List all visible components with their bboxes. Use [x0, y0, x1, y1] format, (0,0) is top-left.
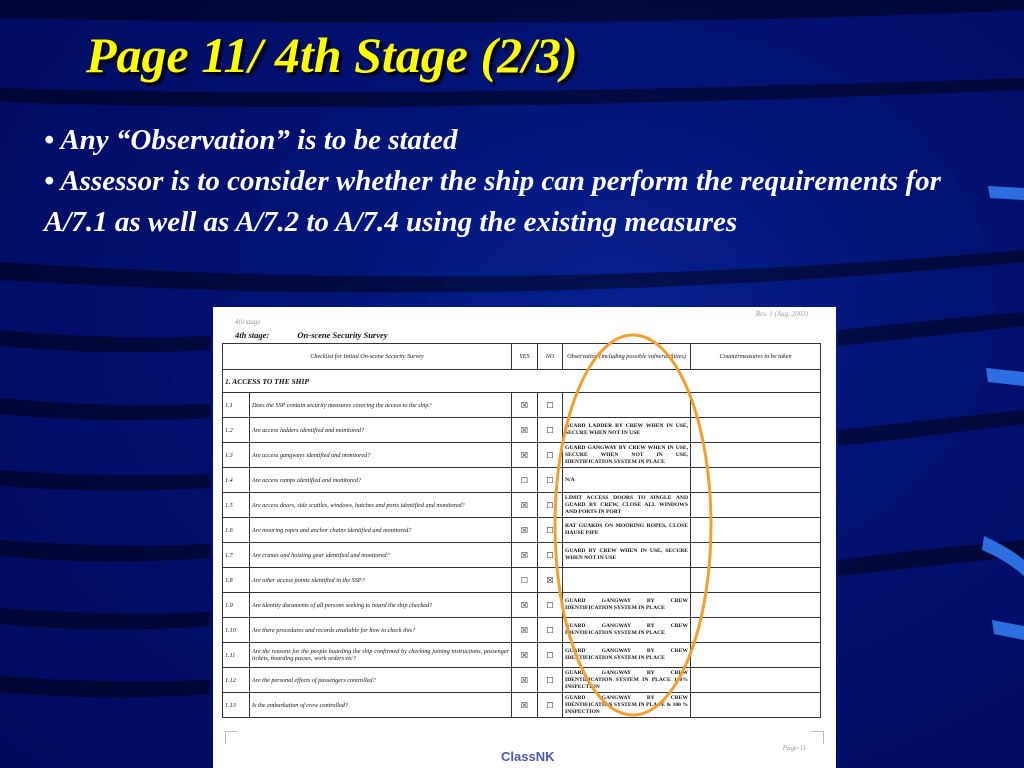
- checklist-row: [223, 693, 821, 718]
- checklist-row: [223, 543, 821, 568]
- row-question: Are the reasons for the people boarding the ship confirmed by checking joining instructions, passenger tickets, boarding passes, work orders etc?: [250, 643, 512, 668]
- checklist-document: [213, 307, 836, 768]
- no-checkbox[interactable]: ☐: [538, 443, 563, 468]
- checklist-row: [223, 443, 821, 468]
- no-checkbox[interactable]: ☐: [538, 693, 563, 718]
- row-countermeasure: [691, 418, 821, 443]
- classnk-logo: ClassNK: [501, 749, 555, 764]
- row-number: 1.5: [223, 493, 250, 518]
- row-number: 1.4: [223, 468, 250, 493]
- header-checklist: Checklist for Initial On-scene Security Survey: [223, 344, 512, 370]
- header-yes: YES: [512, 344, 538, 370]
- row-observation: GUARD GANGWAY BY CREW IDENTIFICATION SYSTEM IN PLACE: [563, 593, 691, 618]
- no-checkbox[interactable]: ☒: [538, 568, 563, 593]
- slide-title: Page 11/ 4th Stage (2/3): [86, 27, 578, 83]
- stage-label: 4th stage:: [235, 330, 270, 340]
- row-observation: [563, 393, 691, 418]
- stage-heading: [235, 330, 388, 340]
- row-question: Are other access points identified in the SSP?: [250, 568, 512, 593]
- page-corner-mark: [225, 731, 238, 744]
- row-observation: [563, 568, 691, 593]
- row-observation: GUARD GANGWAY BY CREW IDENTIFICATION SYSTEM IN PLACE: [563, 643, 691, 668]
- row-observation: GUARD BY CREW WHEN IN USE, SECURE WHEN NOT IN USE: [563, 543, 691, 568]
- row-question: Are identity documents of all persons seeking to board the ship checked?: [250, 593, 512, 618]
- row-countermeasure: [691, 668, 821, 693]
- row-question: Are the personal effects of passengers controlled?: [250, 668, 512, 693]
- row-countermeasure: [691, 468, 821, 493]
- row-countermeasure: [691, 443, 821, 468]
- no-checkbox[interactable]: ☐: [538, 493, 563, 518]
- header-countermeasures: Countermeasures to be taken: [691, 344, 821, 370]
- bullet-observation: • Any “Observation” is to be stated: [44, 124, 458, 156]
- stage-hint: 4th stage: [235, 318, 261, 326]
- section-heading: 1. ACCESS TO THE SHIP: [223, 370, 821, 393]
- row-number: 1.1: [223, 393, 250, 418]
- row-question: Are access gangways identified and monitored?: [250, 443, 512, 468]
- no-checkbox[interactable]: ☐: [538, 593, 563, 618]
- yes-checkbox[interactable]: ☐: [512, 468, 538, 493]
- checklist-row: [223, 493, 821, 518]
- row-number: 1.13: [223, 693, 250, 718]
- row-number: 1.7: [223, 543, 250, 568]
- row-question: Are access doors, side scuttles, windows, hatches and ports identified and monitored?: [250, 493, 512, 518]
- row-question: Does the SSP contain security measures covering the access to the ship?: [250, 393, 512, 418]
- row-countermeasure: [691, 393, 821, 418]
- no-checkbox[interactable]: ☐: [538, 543, 563, 568]
- stage-title: On-scene Security Survey: [297, 330, 388, 340]
- yes-checkbox[interactable]: ☒: [512, 693, 538, 718]
- no-checkbox[interactable]: ☐: [538, 618, 563, 643]
- row-number: 1.10: [223, 618, 250, 643]
- checklist-row: [223, 618, 821, 643]
- row-number: 1.11: [223, 643, 250, 668]
- yes-checkbox[interactable]: ☒: [512, 443, 538, 468]
- yes-checkbox[interactable]: ☒: [512, 518, 538, 543]
- row-observation: GUARD GANGWAY BY CREW IDENTIFICATION SYSTEM IN PLACE 100% INSPECTION: [563, 668, 691, 693]
- revision-label: Rev. 1 (Aug. 2003): [755, 310, 808, 318]
- row-countermeasure: [691, 568, 821, 593]
- row-countermeasure: [691, 493, 821, 518]
- page-number: Page-11: [782, 744, 806, 752]
- row-observation: GUARD GANGWAY BY CREW IDENTIFICATION SYSTEM IN PLACE & 100 % INSPECTION: [563, 693, 691, 718]
- row-observation: GUARD GANGWAY BY CREW WHEN IN USE, SECURE WHEN NOT IN USE, IDENTIFICATION SYSTEM IN PLACE: [563, 443, 691, 468]
- checklist-row: [223, 593, 821, 618]
- row-question: Are there procedures and records available for how to check this?: [250, 618, 512, 643]
- checklist-row: [223, 393, 821, 418]
- row-question: Are access ladders identified and monitored?: [250, 418, 512, 443]
- no-checkbox[interactable]: ☐: [538, 668, 563, 693]
- yes-checkbox[interactable]: ☒: [512, 618, 538, 643]
- row-number: 1.8: [223, 568, 250, 593]
- yes-checkbox[interactable]: ☐: [512, 568, 538, 593]
- page-corner-mark: [811, 731, 824, 744]
- yes-checkbox[interactable]: ☒: [512, 493, 538, 518]
- checklist-row: [223, 668, 821, 693]
- no-checkbox[interactable]: ☐: [538, 643, 563, 668]
- row-number: 1.9: [223, 593, 250, 618]
- yes-checkbox[interactable]: ☒: [512, 393, 538, 418]
- no-checkbox[interactable]: ☐: [538, 418, 563, 443]
- row-countermeasure: [691, 518, 821, 543]
- row-number: 1.3: [223, 443, 250, 468]
- header-observation: Observation (including possible vulnerabilities): [563, 344, 691, 370]
- row-question: Are access ramps identified and monitored?: [250, 468, 512, 493]
- row-question: Are cranes and hoisting gear identified and monitored?: [250, 543, 512, 568]
- yes-checkbox[interactable]: ☒: [512, 418, 538, 443]
- no-checkbox[interactable]: ☐: [538, 393, 563, 418]
- checklist-table: [222, 343, 821, 718]
- row-countermeasure: [691, 618, 821, 643]
- checklist-row: [223, 643, 821, 668]
- bullet-list: [44, 120, 984, 243]
- row-question: Is the embarkation of crew controlled?: [250, 693, 512, 718]
- row-observation: N/A: [563, 468, 691, 493]
- yes-checkbox[interactable]: ☒: [512, 593, 538, 618]
- checklist-row: [223, 418, 821, 443]
- checklist-row: [223, 468, 821, 493]
- checklist-row: [223, 518, 821, 543]
- bullet-assessor: • Assessor is to consider whether the ship can perform the requirements for A/7.1 as well as A/7.2 to A/7.4 using the existing measures: [44, 165, 941, 238]
- yes-checkbox[interactable]: ☒: [512, 643, 538, 668]
- checklist-row: [223, 568, 821, 593]
- header-no: NO: [538, 344, 563, 370]
- row-countermeasure: [691, 543, 821, 568]
- row-countermeasure: [691, 643, 821, 668]
- row-question: Are mooring ropes and anchor chains identified and monitored?: [250, 518, 512, 543]
- row-number: 1.12: [223, 668, 250, 693]
- row-observation: GUARD LADDER BY CREW WHEN IN USE, SECURE WHEN NOT IN USE: [563, 418, 691, 443]
- row-countermeasure: [691, 693, 821, 718]
- row-observation: LIMIT ACCESS DOORS TO SINGLE AND GUARD BY CREW, CLOSE ALL WINDOWS AND PORTS IN PORT: [563, 493, 691, 518]
- yes-checkbox[interactable]: ☒: [512, 668, 538, 693]
- row-countermeasure: [691, 593, 821, 618]
- yes-checkbox[interactable]: ☒: [512, 543, 538, 568]
- row-number: 1.6: [223, 518, 250, 543]
- row-number: 1.2: [223, 418, 250, 443]
- no-checkbox[interactable]: ☐: [538, 468, 563, 493]
- no-checkbox[interactable]: ☐: [538, 518, 563, 543]
- row-observation: GUARD GANGWAY BY CREW IDENTIFICATION SYSTEM IN PLACE: [563, 618, 691, 643]
- row-observation: RAT GUARDS ON MOORING ROPES, CLOSE HAUSE PIPE: [563, 518, 691, 543]
